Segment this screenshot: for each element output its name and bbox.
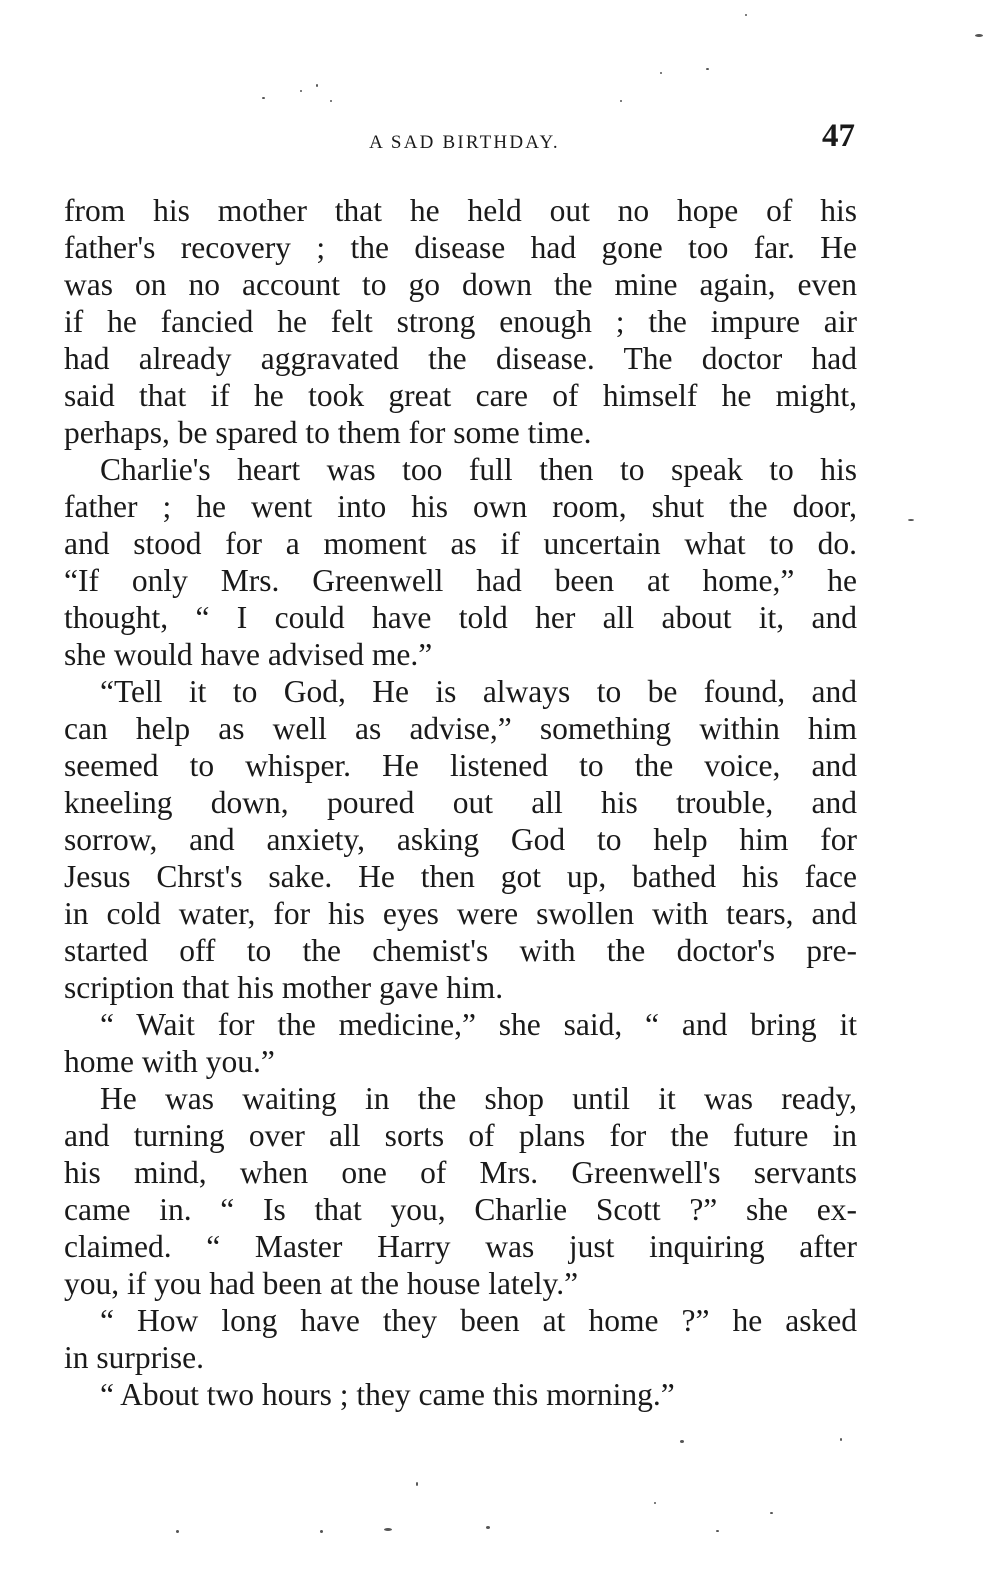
scan-speck bbox=[330, 100, 332, 102]
text-line: if he fancied he felt strong enough ; the impure air bbox=[64, 304, 857, 339]
scan-speck bbox=[320, 1530, 323, 1533]
text-line: thought, “ I could have told her all about it, and bbox=[64, 600, 857, 635]
text-line: and stood for a moment as if uncertain what to do. bbox=[64, 526, 857, 561]
text-line: can help as well as advise,” something within him bbox=[64, 711, 857, 746]
text-line: his mind, when one of Mrs. Greenwell's servants bbox=[64, 1155, 857, 1190]
scan-speck bbox=[745, 14, 747, 16]
scan-speck bbox=[486, 1526, 490, 1529]
scan-speck bbox=[316, 84, 318, 87]
text-line: was on no account to go down the mine again, even bbox=[64, 267, 857, 302]
text-line: had already aggravated the disease. The doctor had bbox=[64, 341, 857, 376]
running-head: A SAD BIRTHDAY. bbox=[369, 132, 560, 153]
text-line: you, if you had been at the house lately.” bbox=[64, 1266, 579, 1301]
text-line: started off to the chemist's with the doctor's pre- bbox=[64, 933, 857, 968]
text-line: “Tell it to God, He is always to be found, and bbox=[100, 674, 857, 709]
text-line: “ About two hours ; they came this morning.” bbox=[100, 1377, 675, 1412]
text-line: home with you.” bbox=[64, 1044, 275, 1079]
page-header bbox=[62, 118, 857, 158]
scan-speck bbox=[716, 1530, 719, 1532]
text-line: sorrow, and anxiety, asking God to help him for bbox=[64, 822, 857, 857]
text-line: and turning over all sorts of plans for the future in bbox=[64, 1118, 857, 1153]
text-line: kneeling down, poured out all his trouble, and bbox=[64, 785, 857, 820]
scan-speck bbox=[176, 1530, 179, 1533]
scan-speck bbox=[384, 1528, 392, 1531]
scan-speck bbox=[620, 100, 622, 102]
text-line: came in. “ Is that you, Charlie Scott ?” she ex- bbox=[64, 1192, 857, 1227]
text-line: “ How long have they been at home ?” he asked bbox=[100, 1303, 857, 1338]
page-number: 47 bbox=[822, 118, 855, 154]
scan-speck bbox=[840, 1438, 842, 1441]
body-text bbox=[64, 192, 857, 1413]
text-line: said that if he took great care of himself he might, bbox=[64, 378, 857, 413]
scan-speck bbox=[300, 90, 302, 92]
scan-speck bbox=[975, 34, 983, 37]
text-line: “If only Mrs. Greenwell had been at home,” he bbox=[64, 563, 857, 598]
text-line: Charlie's heart was too full then to speak to his bbox=[100, 452, 857, 487]
text-line: in cold water, for his eyes were swollen with tears, and bbox=[64, 896, 857, 931]
scan-speck bbox=[416, 1482, 418, 1486]
text-line: father's recovery ; the disease had gone too far. He bbox=[64, 230, 857, 265]
scan-speck bbox=[706, 68, 709, 70]
text-line: she would have advised me.” bbox=[64, 637, 433, 672]
text-line: He was waiting in the shop until it was ready, bbox=[100, 1081, 857, 1116]
scan-speck bbox=[654, 1502, 656, 1504]
text-line: father ; he went into his own room, shut the door, bbox=[64, 489, 857, 524]
text-line: perhaps, be spared to them for some time. bbox=[64, 415, 592, 450]
text-line: Jesus Chrst's sake. He then got up, bathed his face bbox=[64, 859, 857, 894]
scan-speck bbox=[262, 97, 265, 99]
text-line: “ Wait for the medicine,” she said, “ and bring it bbox=[100, 1007, 857, 1042]
text-line: from his mother that he held out no hope of his bbox=[64, 193, 857, 228]
scan-speck bbox=[660, 72, 662, 74]
text-line: seemed to whisper. He listened to the voice, and bbox=[64, 748, 857, 783]
text-line: in surprise. bbox=[64, 1340, 204, 1375]
scan-speck bbox=[680, 1440, 684, 1443]
scan-speck bbox=[908, 519, 914, 521]
text-line: claimed. “ Master Harry was just inquiring after bbox=[64, 1229, 857, 1264]
scan-speck bbox=[770, 1512, 773, 1514]
text-line: scription that his mother gave him. bbox=[64, 970, 504, 1005]
